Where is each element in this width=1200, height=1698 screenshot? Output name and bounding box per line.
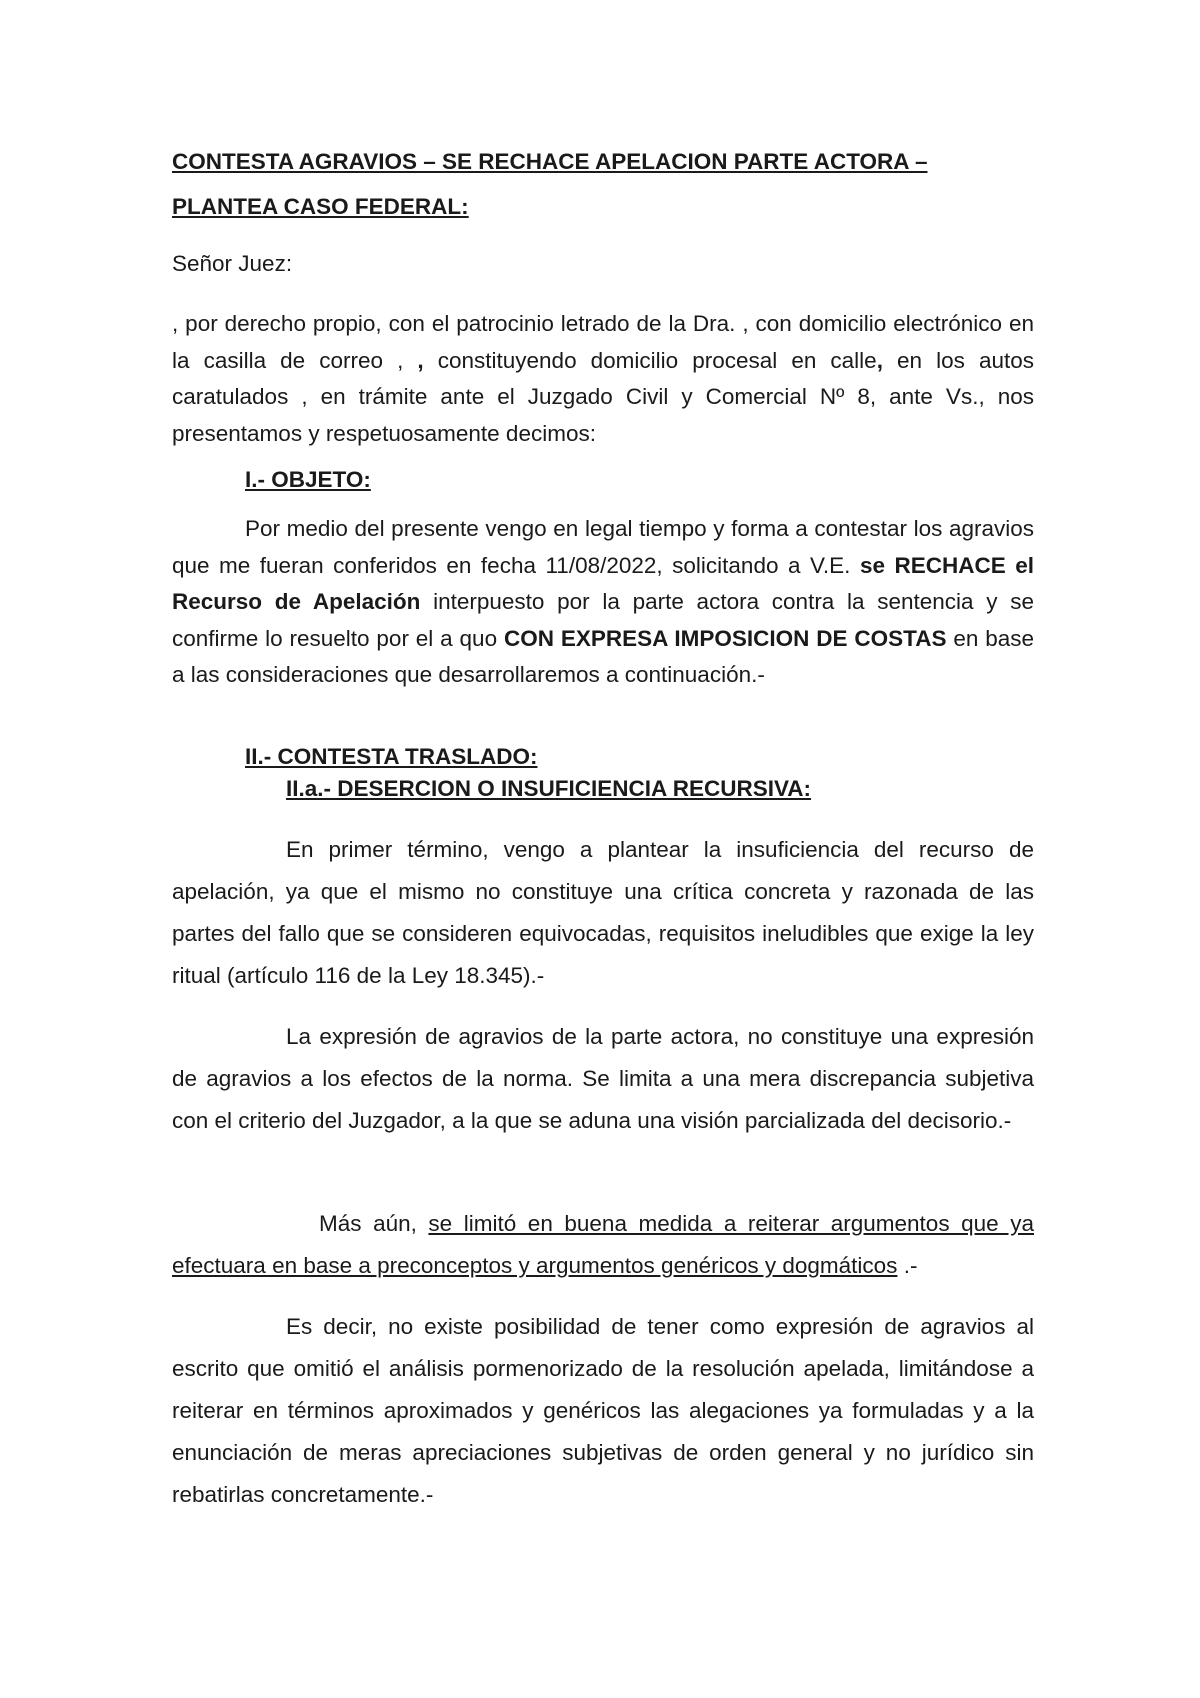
section-1-heading: I.- OBJETO:	[245, 467, 371, 492]
intro-text-1: , por derecho propio, con el patrocinio letrado de la Dra. , con domicilio electrónico en la casilla de correo ,	[172, 311, 1034, 373]
section-1-paragraph	[172, 511, 1034, 694]
section-2a-paragraph-4: Es decir, no existe posibilidad de tener como expresión de agravios al escrito que omitió el análisis pormenorizado de la resolución apelada, limitándose a reiterar en términos aproximados y genéricos las alegaciones ya formuladas y a la enunciación de meras apreciaciones subjetivas de orden general y no jurídico sin rebatirlas concretamente.-	[172, 1314, 1034, 1507]
title-line-2: PLANTEA CASO FEDERAL:	[172, 194, 469, 219]
document-title	[172, 139, 1034, 229]
para3-tail: .-	[897, 1253, 918, 1278]
objeto-text-1: Por medio del presente vengo en legal tiempo y forma a contestar los agravios que me fueran conferidos en fecha 11/08/2022, solicitando a V.E.	[172, 516, 1034, 578]
objeto-text-2: interpuesto por la parte actora contra la sentencia y se confirme lo resuelto por el a quo	[172, 589, 1034, 651]
intro-text-2: constituyendo domicilio procesal en calle	[423, 347, 877, 373]
section-2-heading: II.- CONTESTA TRASLADO:	[245, 744, 538, 769]
intro-paragraph	[172, 306, 1034, 452]
intro-text-3: en los autos caratulados , en trámite ante el Juzgado Civil y Comercial Nº 8, ante Vs., nos presentamos y respetuosamente decimos:	[172, 347, 1034, 446]
para3-underlined: se limitó en buena medida a reiterar argumentos que ya efectuara en base a preconceptos y argumentos genéricos y dogmáticos	[172, 1211, 1034, 1278]
objeto-bold-1: se RECHACE el Recurso de Apelación	[172, 552, 1034, 614]
objeto-text-3: en base a las consideraciones que desarrollaremos a continuación.-	[172, 625, 1034, 687]
section-2a-paragraph-1: En primer término, vengo a plantear la insuficiencia del recurso de apelación, ya que el mismo no constituye una crítica concreta y razonada de las partes del fallo que se consideren equivocadas, requisitos ineludibles que exige la ley ritual (artículo 116 de la Ley 18.345).-	[172, 837, 1034, 988]
section-2a-paragraph-2: La expresión de agravios de la parte actora, no constituye una expresión de agravios a los efectos de la norma. Se limita a una mera discrepancia subjetiva con el criterio del Juzgador, a la que se aduna una visión parcializada del decisorio.-	[172, 1024, 1034, 1133]
section-2a-heading: II.a.- DESERCION O INSUFICIENCIA RECURSIVA:	[286, 776, 812, 801]
salutation: Señor Juez:	[172, 251, 293, 276]
section-2a-paragraph-3	[172, 1203, 1034, 1287]
intro-bold-comma-1: ,	[417, 347, 424, 373]
objeto-bold-2: CON EXPRESA IMPOSICION DE COSTAS	[503, 625, 947, 651]
title-line-1: CONTESTA AGRAVIOS – SE RECHACE APELACION PARTE ACTORA –	[172, 149, 928, 174]
intro-bold-comma-2: ,	[876, 347, 883, 373]
para3-lead: Más aún,	[319, 1211, 429, 1236]
